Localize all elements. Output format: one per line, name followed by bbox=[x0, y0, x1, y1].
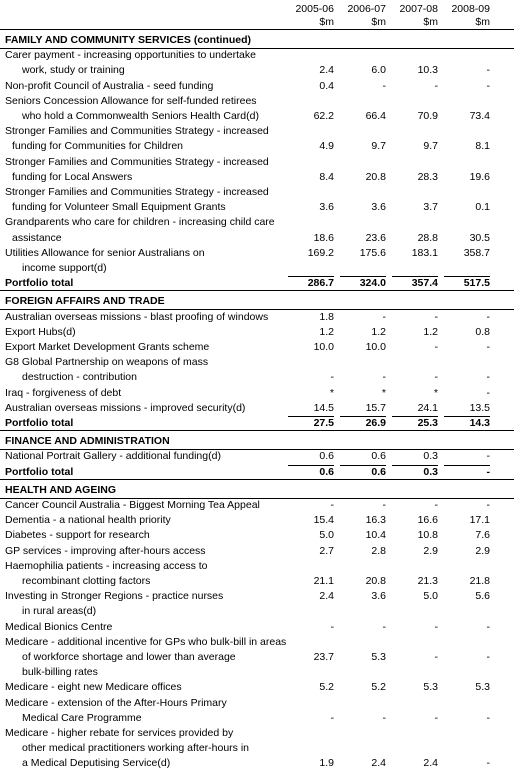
row-label: in rural areas(d) bbox=[22, 605, 97, 618]
row-value-2006-07: 2.8 bbox=[371, 544, 386, 557]
row-value-2008-09: 358.7 bbox=[463, 246, 490, 259]
row-label: funding for Communities for Children bbox=[12, 140, 183, 153]
row-value-2006-07: 15.7 bbox=[365, 401, 386, 414]
row-label: Medical Care Programme bbox=[22, 711, 142, 724]
row-value-2008-09: - bbox=[486, 371, 490, 384]
row-label: Medicare - higher rebate for services provided by bbox=[5, 727, 234, 739]
row-label: Portfolio total bbox=[5, 465, 74, 478]
row-value-2008-09: 517.5 bbox=[463, 277, 490, 290]
row-value-2007-08: 24.1 bbox=[417, 401, 438, 414]
year-label: 2007-08 bbox=[399, 3, 438, 15]
total-rule-top bbox=[444, 416, 490, 417]
row-value-2008-09: - bbox=[486, 310, 490, 323]
row-label: a Medical Deputising Service(d) bbox=[22, 757, 171, 770]
unit-label: $m bbox=[423, 16, 438, 28]
portfolio-total-row bbox=[0, 465, 514, 480]
row-value-2006-07: - bbox=[382, 499, 386, 511]
total-rule-top bbox=[340, 416, 386, 417]
table-row bbox=[0, 261, 514, 276]
row-value-2007-08: 2.4 bbox=[423, 757, 438, 770]
row-label: Stronger Families and Communities Strategy - increased bbox=[5, 155, 269, 168]
row-label: FAMILY AND COMMUNITY SERVICES (continued) bbox=[5, 34, 251, 46]
row-value-2007-08: 0.3 bbox=[423, 450, 438, 463]
table-row bbox=[0, 310, 514, 325]
table-row bbox=[0, 449, 514, 464]
table-row bbox=[0, 155, 514, 170]
section-heading bbox=[0, 483, 514, 499]
year-label: 2006-07 bbox=[347, 3, 386, 15]
row-label: Medicare - additional incentive for GPs who bulk-bill in areas bbox=[5, 635, 287, 648]
row-label: Stronger Families and Communities Strategy - increased bbox=[5, 186, 269, 198]
row-label: Non-profit Council of Australia - seed funding bbox=[5, 79, 214, 92]
row-value-2006-07: 324.0 bbox=[359, 277, 386, 290]
row-value-2006-07: - bbox=[382, 620, 386, 633]
row-label: Export Market Development Grants scheme bbox=[5, 341, 210, 353]
row-value-2008-09: 8.1 bbox=[475, 140, 490, 153]
row-value-2006-07: 16.3 bbox=[365, 514, 386, 527]
row-value-2005-06: 0.4 bbox=[319, 79, 334, 92]
row-value-2007-08: 16.6 bbox=[417, 514, 438, 527]
row-value-2008-09: - bbox=[486, 499, 490, 511]
row-value-2007-08: 28.3 bbox=[417, 170, 438, 183]
row-value-2005-06: 2.7 bbox=[319, 544, 334, 557]
row-value-2006-07: 0.6 bbox=[371, 465, 386, 478]
row-value-2007-08: - bbox=[434, 79, 438, 92]
row-value-2008-09: 0.1 bbox=[475, 201, 490, 214]
row-value-2006-07: 1.2 bbox=[371, 325, 386, 338]
row-value-2005-06: 2.4 bbox=[319, 590, 334, 603]
row-value-2007-08: 1.2 bbox=[423, 325, 438, 338]
table-row bbox=[0, 756, 514, 771]
table-row bbox=[0, 200, 514, 215]
row-value-2007-08: 183.1 bbox=[411, 246, 438, 259]
section-heading bbox=[0, 294, 514, 310]
table-row bbox=[0, 559, 514, 574]
table-row bbox=[0, 340, 514, 355]
row-label: National Portrait Gallery - additional funding(d) bbox=[5, 450, 221, 463]
row-value-2008-09: 13.5 bbox=[469, 401, 490, 414]
table-row bbox=[0, 696, 514, 711]
row-value-2006-07: 66.4 bbox=[365, 110, 386, 122]
row-label: Seniors Concession Allowance for self-funded retirees bbox=[5, 94, 257, 107]
total-rule-top bbox=[392, 416, 438, 417]
row-value-2007-08: 5.0 bbox=[423, 590, 438, 603]
unit-label: $m bbox=[371, 16, 386, 28]
row-value-2007-08: 5.3 bbox=[423, 681, 438, 694]
row-value-2006-07: 9.7 bbox=[371, 140, 386, 153]
row-value-2005-06: 21.1 bbox=[313, 575, 334, 587]
table-row bbox=[0, 170, 514, 185]
row-label: Portfolio total bbox=[5, 417, 74, 429]
row-label: Dementia - a national health priority bbox=[5, 514, 171, 527]
row-value-2005-06: 286.7 bbox=[307, 277, 334, 290]
row-value-2006-07: - bbox=[382, 711, 386, 724]
table-row bbox=[0, 370, 514, 385]
section-heading bbox=[0, 33, 514, 49]
row-label: Export Hubs(d) bbox=[5, 325, 76, 338]
total-rule-top bbox=[392, 465, 438, 466]
row-value-2008-09: - bbox=[486, 79, 490, 92]
table-row bbox=[0, 215, 514, 230]
row-value-2006-07: 10.0 bbox=[365, 341, 386, 353]
row-value-2008-09: - bbox=[486, 386, 490, 399]
row-value-2005-06: 1.9 bbox=[319, 757, 334, 770]
row-label: destruction - contribution bbox=[22, 371, 137, 384]
table-row bbox=[0, 604, 514, 619]
column-header bbox=[0, 0, 514, 31]
table-row bbox=[0, 63, 514, 78]
row-label: Carer payment - increasing opportunities to undertake bbox=[5, 49, 256, 62]
row-value-2006-07: 10.4 bbox=[365, 529, 386, 542]
row-label: Investing in Stronger Regions - practice nurses bbox=[5, 590, 224, 603]
row-value-2007-08: - bbox=[434, 499, 438, 511]
row-label: G8 Global Partnership on weapons of mass bbox=[5, 356, 209, 369]
table-row bbox=[0, 528, 514, 543]
row-value-2006-07: 0.6 bbox=[371, 450, 386, 463]
row-label: Portfolio total bbox=[5, 277, 74, 290]
row-value-2005-06: 0.6 bbox=[319, 465, 334, 478]
row-label: Iraq - forgiveness of debt bbox=[5, 386, 122, 399]
row-label: funding for Local Answers bbox=[12, 170, 133, 183]
row-value-2008-09: 2.9 bbox=[475, 544, 490, 557]
table-row bbox=[0, 741, 514, 756]
row-value-2005-06: - bbox=[330, 371, 334, 384]
row-label: recombinant clotting factors bbox=[22, 575, 151, 587]
row-value-2005-06: 4.9 bbox=[319, 140, 334, 153]
row-value-2005-06: 62.2 bbox=[313, 110, 334, 122]
row-value-2008-09: 73.4 bbox=[469, 110, 490, 122]
table-row bbox=[0, 139, 514, 154]
row-label: Utilities Allowance for senior Australians on bbox=[5, 246, 205, 259]
table-row bbox=[0, 635, 514, 650]
row-value-2006-07: * bbox=[381, 386, 386, 399]
unit-label: $m bbox=[475, 16, 490, 28]
row-value-2006-07: - bbox=[382, 371, 386, 384]
row-value-2005-06: 1.2 bbox=[319, 325, 334, 338]
row-label: bulk-billing rates bbox=[22, 666, 98, 679]
table-row bbox=[0, 401, 514, 416]
table-row bbox=[0, 124, 514, 139]
row-value-2007-08: 10.3 bbox=[417, 64, 438, 77]
table-row bbox=[0, 620, 514, 635]
row-value-2007-08: 10.8 bbox=[417, 529, 438, 542]
row-value-2007-08: - bbox=[434, 651, 438, 663]
total-rule-top bbox=[288, 465, 334, 466]
row-value-2005-06: - bbox=[330, 499, 334, 511]
row-label: Cancer Council Australia - Biggest Morning Tea Appeal bbox=[5, 499, 260, 511]
table-row bbox=[0, 589, 514, 604]
row-value-2008-09: - bbox=[486, 465, 490, 478]
row-label: funding for Volunteer Small Equipment Grants bbox=[12, 201, 226, 214]
table-row bbox=[0, 386, 514, 401]
row-value-2008-09: 0.8 bbox=[475, 325, 490, 338]
row-value-2005-06: - bbox=[330, 711, 334, 724]
total-rule-top bbox=[444, 465, 490, 466]
table-row bbox=[0, 185, 514, 200]
row-value-2005-06: 5.0 bbox=[319, 529, 334, 542]
table-row bbox=[0, 680, 514, 695]
year-label: 2005-06 bbox=[295, 3, 334, 15]
total-rule-top bbox=[288, 416, 334, 417]
row-label: GP services - improving after-hours access bbox=[5, 544, 206, 557]
total-rule-top bbox=[392, 276, 438, 277]
row-value-2007-08: - bbox=[434, 371, 438, 384]
row-value-2006-07: 5.2 bbox=[371, 681, 386, 694]
row-value-2006-07: - bbox=[382, 310, 386, 323]
row-value-2007-08: 25.3 bbox=[417, 417, 438, 429]
row-value-2008-09: 5.6 bbox=[475, 590, 490, 603]
row-value-2007-08: 357.4 bbox=[411, 277, 438, 290]
row-value-2005-06: 5.2 bbox=[319, 681, 334, 694]
row-label: Diabetes - support for research bbox=[5, 529, 150, 542]
table-row bbox=[0, 650, 514, 665]
row-value-2005-06: 23.7 bbox=[313, 651, 334, 663]
row-value-2007-08: - bbox=[434, 341, 438, 353]
row-value-2005-06: 2.4 bbox=[319, 64, 334, 77]
portfolio-total-row bbox=[0, 416, 514, 431]
row-label: Grandparents who care for children - increasing child care bbox=[5, 216, 275, 229]
row-label: Stronger Families and Communities Strategy - increased bbox=[5, 125, 269, 138]
row-value-2008-09: - bbox=[486, 757, 490, 770]
row-value-2005-06: 27.5 bbox=[313, 417, 334, 429]
row-value-2007-08: - bbox=[434, 310, 438, 323]
row-label: income support(d) bbox=[22, 262, 107, 274]
table-row bbox=[0, 726, 514, 741]
row-value-2005-06: 1.8 bbox=[319, 310, 334, 323]
row-label: other medical practitioners working after-hours in bbox=[22, 742, 250, 755]
table-row bbox=[0, 355, 514, 370]
total-rule-bottom bbox=[0, 290, 514, 291]
row-value-2006-07: 20.8 bbox=[365, 170, 386, 183]
row-value-2006-07: 5.3 bbox=[371, 651, 386, 663]
row-label: Australian overseas missions - blast proofing of windows bbox=[5, 310, 269, 323]
row-value-2008-09: 5.3 bbox=[475, 681, 490, 694]
row-value-2007-08: 2.9 bbox=[423, 544, 438, 557]
row-value-2005-06: 8.4 bbox=[319, 170, 334, 183]
row-value-2008-09: - bbox=[486, 341, 490, 353]
table-row bbox=[0, 711, 514, 726]
row-value-2008-09: - bbox=[486, 620, 490, 633]
total-rule-top bbox=[340, 276, 386, 277]
row-label: of workforce shortage and lower than average bbox=[22, 651, 236, 663]
row-value-2007-08: * bbox=[433, 386, 438, 399]
row-value-2005-06: - bbox=[330, 620, 334, 633]
row-value-2008-09: - bbox=[486, 651, 490, 663]
row-value-2005-06: 0.6 bbox=[319, 450, 334, 463]
table-row bbox=[0, 246, 514, 261]
row-value-2007-08: 21.3 bbox=[417, 575, 438, 587]
row-value-2006-07: 6.0 bbox=[371, 64, 386, 77]
table-row bbox=[0, 79, 514, 94]
total-rule-bottom bbox=[0, 430, 514, 431]
row-label: FINANCE AND ADMINISTRATION bbox=[5, 435, 170, 448]
row-label: Haemophilia patients - increasing access to bbox=[5, 559, 208, 572]
total-rule-bottom bbox=[0, 479, 514, 480]
row-label: FOREIGN AFFAIRS AND TRADE bbox=[5, 295, 165, 308]
table-row bbox=[0, 513, 514, 528]
total-rule-top bbox=[288, 276, 334, 277]
row-label: Medicare - extension of the After-Hours Primary bbox=[5, 696, 227, 709]
row-value-2008-09: 17.1 bbox=[469, 514, 490, 527]
row-value-2007-08: 9.7 bbox=[423, 140, 438, 153]
header-rule bbox=[0, 29, 514, 30]
row-value-2008-09: 21.8 bbox=[469, 575, 490, 587]
row-value-2006-07: 23.6 bbox=[365, 231, 386, 244]
year-label: 2008-09 bbox=[451, 3, 490, 15]
table-row bbox=[0, 665, 514, 680]
row-value-2005-06: 169.2 bbox=[307, 246, 334, 259]
row-value-2006-07: 175.6 bbox=[359, 246, 386, 259]
row-value-2007-08: 0.3 bbox=[423, 465, 438, 478]
table-row bbox=[0, 109, 514, 124]
row-value-2008-09: 7.6 bbox=[475, 529, 490, 542]
row-value-2006-07: 2.4 bbox=[371, 757, 386, 770]
table-row bbox=[0, 231, 514, 246]
row-label: Medicare - eight new Medicare offices bbox=[5, 681, 182, 694]
row-value-2007-08: 28.8 bbox=[417, 231, 438, 244]
row-value-2005-06: 18.6 bbox=[313, 231, 334, 244]
table-row bbox=[0, 325, 514, 340]
row-value-2008-09: - bbox=[486, 64, 490, 77]
row-value-2008-09: 30.5 bbox=[469, 231, 490, 244]
section-heading bbox=[0, 434, 514, 450]
row-value-2005-06: 3.6 bbox=[319, 201, 334, 214]
table-row bbox=[0, 48, 514, 63]
row-label: work, study or training bbox=[22, 64, 125, 77]
row-label: HEALTH AND AGEING bbox=[5, 483, 117, 496]
total-rule-top bbox=[340, 465, 386, 466]
total-rule-top bbox=[444, 276, 490, 277]
row-value-2007-08: - bbox=[434, 620, 438, 633]
row-value-2006-07: - bbox=[382, 79, 386, 92]
row-label: assistance bbox=[12, 231, 62, 244]
row-value-2005-06: * bbox=[329, 386, 334, 399]
row-value-2007-08: 3.7 bbox=[423, 201, 438, 214]
table-row bbox=[0, 94, 514, 109]
row-label: Medical Bionics Centre bbox=[5, 620, 113, 633]
row-value-2005-06: 15.4 bbox=[313, 514, 334, 527]
portfolio-total-row bbox=[0, 276, 514, 291]
row-value-2006-07: 20.8 bbox=[365, 575, 386, 587]
row-value-2006-07: 26.9 bbox=[365, 417, 386, 429]
row-value-2007-08: 70.9 bbox=[417, 110, 438, 122]
unit-label: $m bbox=[319, 16, 334, 28]
row-value-2008-09: - bbox=[486, 711, 490, 724]
table-row bbox=[0, 574, 514, 589]
table-row bbox=[0, 544, 514, 559]
row-value-2006-07: 3.6 bbox=[371, 590, 386, 603]
row-value-2008-09: 14.3 bbox=[469, 417, 490, 429]
row-value-2008-09: - bbox=[486, 450, 490, 463]
row-value-2006-07: 3.6 bbox=[371, 201, 386, 214]
table-row bbox=[0, 498, 514, 513]
row-label: Australian overseas missions - improved security(d) bbox=[5, 401, 246, 414]
row-label: who hold a Commonwealth Seniors Health Card(d) bbox=[22, 110, 259, 122]
row-value-2005-06: 14.5 bbox=[313, 401, 334, 414]
row-value-2007-08: - bbox=[434, 711, 438, 724]
row-value-2008-09: 19.6 bbox=[469, 170, 490, 183]
row-value-2005-06: 10.0 bbox=[313, 341, 334, 353]
